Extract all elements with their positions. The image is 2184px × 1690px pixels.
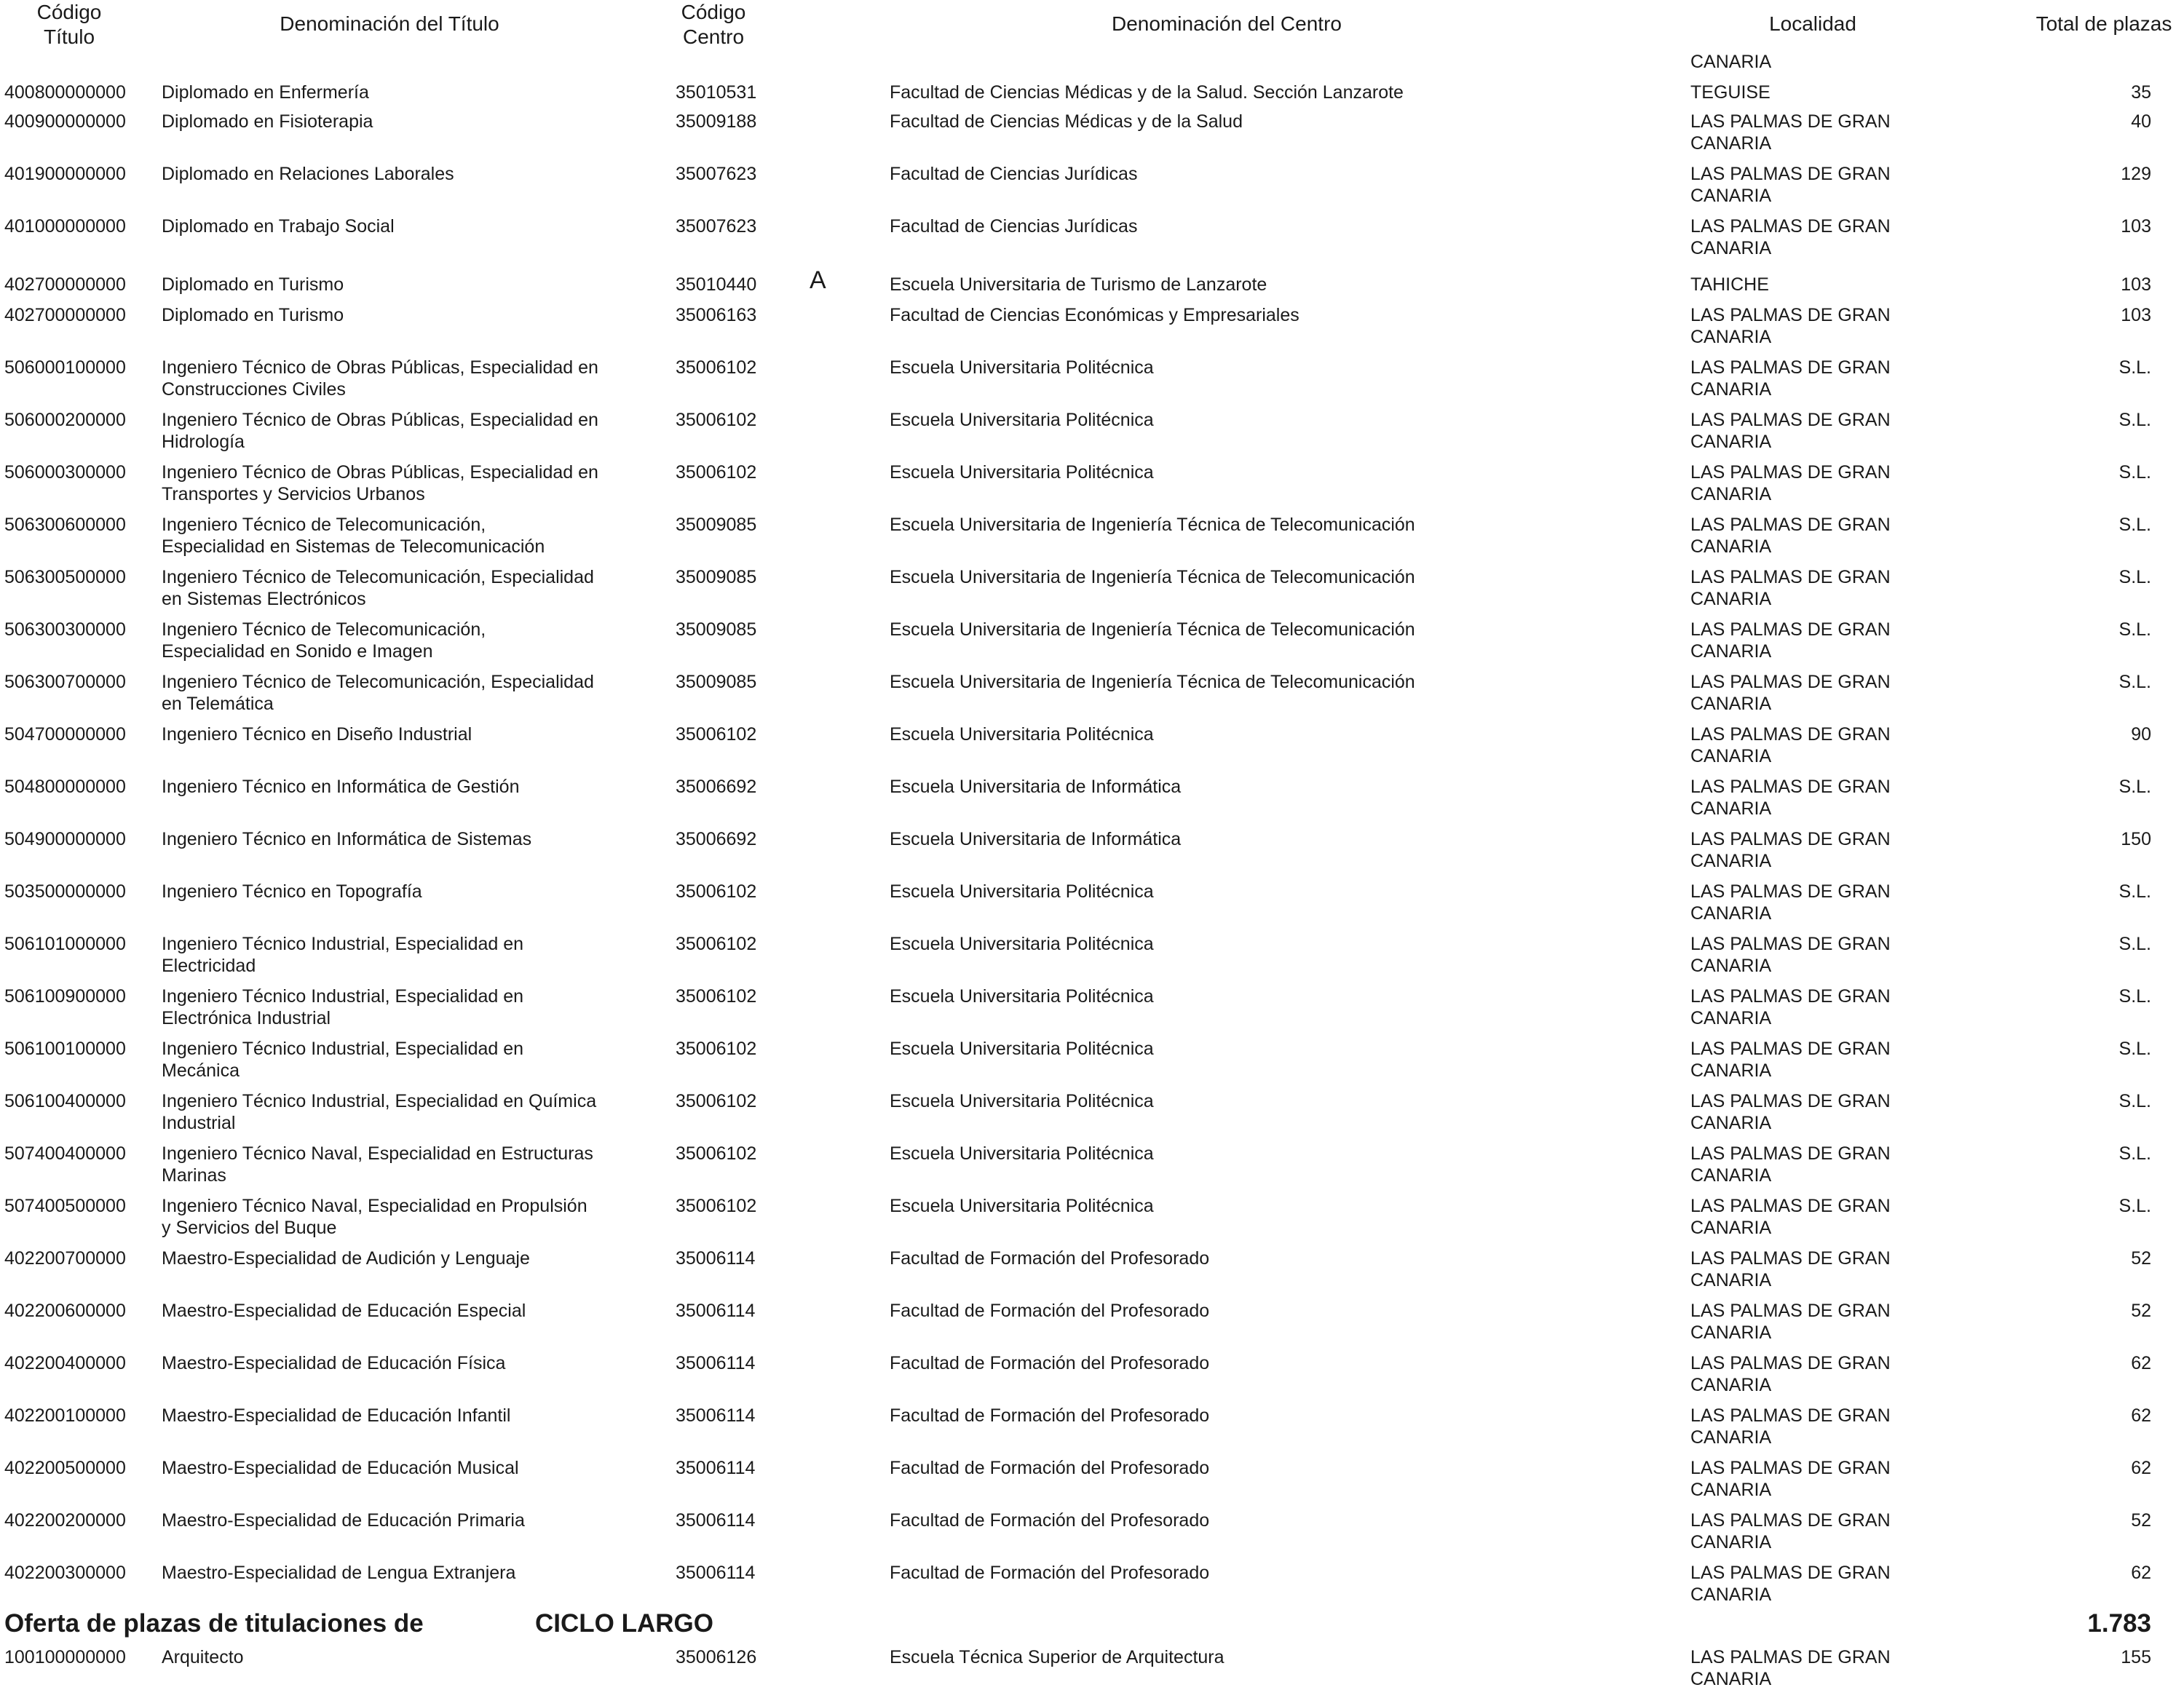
total-plazas: 52 xyxy=(2131,1301,2151,1321)
localidad: LAS PALMAS DE GRAN CANARIA xyxy=(1690,724,1891,766)
total-plazas: 52 xyxy=(2131,1248,2151,1269)
total-plazas: S.L. xyxy=(2118,986,2151,1007)
total-plazas: S.L. xyxy=(2118,462,2151,483)
codigo-titulo: 402200500000 xyxy=(4,1458,126,1478)
denominacion-titulo: Ingeniero Técnico de Telecomunicación, Especialidad en Telemática xyxy=(162,672,594,714)
codigo-centro: 35006692 xyxy=(676,777,757,797)
denominacion-centro: Escuela Universitaria Politécnica xyxy=(890,410,1154,430)
total-plazas: S.L. xyxy=(2118,1143,2151,1164)
codigo-centro: 35010440 xyxy=(676,274,757,295)
codigo-centro: 35006102 xyxy=(676,357,757,378)
localidad: LAS PALMAS DE GRAN CANARIA xyxy=(1690,111,1891,154)
denominacion-titulo: Ingeniero Técnico Naval, Especialidad en Estructuras Marinas xyxy=(162,1143,593,1186)
total-plazas: 62 xyxy=(2131,1563,2151,1583)
localidad: LAS PALMAS DE GRAN CANARIA xyxy=(1690,1248,1891,1290)
total-plazas: S.L. xyxy=(2118,410,2151,430)
denominacion-titulo: Diplomado en Relaciones Laborales xyxy=(162,164,454,184)
denominacion-centro: Facultad de Formación del Profesorado xyxy=(890,1353,1210,1373)
total-plazas: 103 xyxy=(2121,274,2151,295)
localidad: LAS PALMAS DE GRAN CANARIA xyxy=(1690,777,1891,819)
codigo-titulo: 400800000000 xyxy=(4,82,126,103)
localidad: LAS PALMAS DE GRAN CANARIA xyxy=(1690,1405,1891,1448)
localidad: LAS PALMAS DE GRAN CANARIA xyxy=(1690,410,1891,452)
localidad: LAS PALMAS DE GRAN CANARIA xyxy=(1690,1353,1891,1395)
section-title: Oferta de plazas de titulaciones de xyxy=(4,1609,424,1638)
total-plazas: 129 xyxy=(2121,164,2151,184)
denominacion-titulo: Arquitecto xyxy=(162,1647,244,1667)
denominacion-titulo: Ingeniero Técnico de Obras Públicas, Especialidad en Transportes y Servicios Urbanos xyxy=(162,462,598,504)
codigo-titulo: 402700000000 xyxy=(4,305,126,325)
codigo-titulo: 507400400000 xyxy=(4,1143,126,1164)
total-plazas: 155 xyxy=(2121,1647,2151,1667)
header-localidad: Localidad xyxy=(1769,12,1856,35)
denominacion-titulo: Ingeniero Técnico de Telecomunicación, Especialidad en Sistemas Electrónicos xyxy=(162,567,594,609)
denominacion-titulo: Ingeniero Técnico de Obras Públicas, Especialidad en Hidrología xyxy=(162,410,598,452)
codigo-centro: 35006102 xyxy=(676,1091,757,1111)
localidad: LAS PALMAS DE GRAN CANARIA xyxy=(1690,1563,1891,1605)
codigo-titulo: 506300700000 xyxy=(4,672,126,692)
total-plazas: 40 xyxy=(2131,111,2151,132)
codigo-centro: 35006102 xyxy=(676,724,757,745)
denominacion-titulo: Ingeniero Técnico de Telecomunicación, Especialidad en Sonido e Imagen xyxy=(162,619,486,662)
section-total: 1.783 xyxy=(2087,1609,2151,1638)
denominacion-titulo: Diplomado en Turismo xyxy=(162,274,344,295)
header-denominacion-titulo: Denominación del Título xyxy=(280,12,499,35)
total-plazas: S.L. xyxy=(2118,672,2151,692)
codigo-centro: 35009085 xyxy=(676,619,757,640)
denominacion-centro: Escuela Universitaria Politécnica xyxy=(890,1039,1154,1059)
denominacion-centro: Facultad de Formación del Profesorado xyxy=(890,1248,1210,1269)
denominacion-centro: Escuela Universitaria Politécnica xyxy=(890,881,1154,902)
header-total-plazas: Total de plazas xyxy=(2035,12,2172,35)
codigo-titulo: 504700000000 xyxy=(4,724,126,745)
codigo-titulo: 401900000000 xyxy=(4,164,126,184)
total-plazas: 103 xyxy=(2121,216,2151,237)
codigo-centro: 35007623 xyxy=(676,216,757,237)
denominacion-centro: Facultad de Ciencias Médicas y de la Salud xyxy=(890,111,1243,132)
codigo-centro: 35006114 xyxy=(676,1405,756,1426)
codigo-centro: 35006126 xyxy=(676,1647,757,1667)
denominacion-centro: Escuela Universitaria de Ingeniería Técnica de Telecomunicación xyxy=(890,515,1415,535)
codigo-centro: 35009085 xyxy=(676,672,757,692)
denominacion-centro: Facultad de Formación del Profesorado xyxy=(890,1458,1210,1478)
total-plazas: S.L. xyxy=(2118,357,2151,378)
header-codigo-titulo: Código Título xyxy=(36,1,102,48)
denominacion-titulo: Ingeniero Técnico en Informática de Sistemas xyxy=(162,829,532,849)
codigo-centro: 35009085 xyxy=(676,567,757,587)
denominacion-centro: Facultad de Formación del Profesorado xyxy=(890,1563,1210,1583)
codigo-centro: 35006102 xyxy=(676,986,757,1007)
total-plazas: 35 xyxy=(2131,82,2151,103)
total-plazas: S.L. xyxy=(2118,934,2151,954)
denominacion-centro: Facultad de Ciencias Económicas y Empresariales xyxy=(890,305,1299,325)
codigo-titulo: 504900000000 xyxy=(4,829,126,849)
total-plazas: 90 xyxy=(2131,724,2151,745)
denominacion-centro: Facultad de Ciencias Jurídicas xyxy=(890,164,1138,184)
total-plazas: 150 xyxy=(2121,829,2151,849)
localidad: LAS PALMAS DE GRAN CANARIA xyxy=(1690,1647,1891,1689)
codigo-centro: 35006102 xyxy=(676,1143,757,1164)
localidad: LAS PALMAS DE GRAN CANARIA xyxy=(1690,305,1891,347)
codigo-titulo: 402200300000 xyxy=(4,1563,126,1583)
denominacion-titulo: Maestro-Especialidad de Educación Especial xyxy=(162,1301,526,1321)
localidad: TEGUISE xyxy=(1690,82,1770,103)
denominacion-titulo: Maestro-Especialidad de Lengua Extranjera xyxy=(162,1563,516,1583)
localidad: LAS PALMAS DE GRAN CANARIA xyxy=(1690,934,1891,976)
total-plazas: 62 xyxy=(2131,1353,2151,1373)
codigo-titulo: 506300300000 xyxy=(4,619,126,640)
codigo-centro: 35009188 xyxy=(676,111,757,132)
codigo-centro: 35006102 xyxy=(676,881,757,902)
total-plazas: 103 xyxy=(2121,305,2151,325)
total-plazas: S.L. xyxy=(2118,1196,2151,1216)
denominacion-centro: Escuela Universitaria de Informática xyxy=(890,829,1182,849)
localidad: LAS PALMAS DE GRAN CANARIA xyxy=(1690,829,1891,871)
denominacion-centro: Escuela Universitaria Politécnica xyxy=(890,986,1154,1007)
codigo-titulo: 402200200000 xyxy=(4,1510,126,1531)
localidad: LAS PALMAS DE GRAN CANARIA xyxy=(1690,1196,1891,1238)
denominacion-centro: Escuela Universitaria Politécnica xyxy=(890,357,1154,378)
codigo-centro: 35006114 xyxy=(676,1353,756,1373)
denominacion-titulo: Maestro-Especialidad de Educación Infantil xyxy=(162,1405,511,1426)
localidad: LAS PALMAS DE GRAN CANARIA xyxy=(1690,619,1891,662)
denominacion-titulo: Ingeniero Técnico en Informática de Gestión xyxy=(162,777,520,797)
codigo-titulo: 504800000000 xyxy=(4,777,126,797)
total-plazas: S.L. xyxy=(2118,567,2151,587)
localidad: LAS PALMAS DE GRAN CANARIA xyxy=(1690,1458,1891,1500)
denominacion-centro: Escuela Universitaria de Ingeniería Técnica de Telecomunicación xyxy=(890,567,1415,587)
codigo-titulo: 503500000000 xyxy=(4,881,126,902)
codigo-centro: 35010531 xyxy=(676,82,757,103)
codigo-titulo: 506000100000 xyxy=(4,357,126,378)
total-plazas: 62 xyxy=(2131,1458,2151,1478)
denominacion-titulo: Ingeniero Técnico Industrial, Especialidad en Electricidad xyxy=(162,934,524,976)
codigo-titulo: 100100000000 xyxy=(4,1647,126,1667)
codigo-centro: 35006102 xyxy=(676,410,757,430)
denominacion-titulo: Maestro-Especialidad de Educación Musical xyxy=(162,1458,519,1478)
codigo-titulo: 507400500000 xyxy=(4,1196,126,1216)
denominacion-centro: Escuela Universitaria de Turismo de Lanzarote xyxy=(890,274,1267,295)
codigo-centro: 35006102 xyxy=(676,1039,757,1059)
localidad: LAS PALMAS DE GRAN CANARIA xyxy=(1690,986,1891,1028)
denominacion-titulo: Ingeniero Técnico en Diseño Industrial xyxy=(162,724,472,745)
localidad: LAS PALMAS DE GRAN CANARIA xyxy=(1690,672,1891,714)
codigo-titulo: 506300600000 xyxy=(4,515,126,535)
denominacion-centro: Facultad de Formación del Profesorado xyxy=(890,1405,1210,1426)
localidad: TAHICHE xyxy=(1690,274,1769,295)
localidad: LAS PALMAS DE GRAN CANARIA xyxy=(1690,567,1891,609)
codigo-titulo: 506300500000 xyxy=(4,567,126,587)
denominacion-centro: Escuela Técnica Superior de Arquitectura xyxy=(890,1647,1224,1667)
localidad: LAS PALMAS DE GRAN CANARIA xyxy=(1690,1301,1891,1343)
localidad: LAS PALMAS DE GRAN CANARIA xyxy=(1690,515,1891,557)
denominacion-centro: Facultad de Ciencias Médicas y de la Salud. Sección Lanzarote xyxy=(890,82,1404,103)
denominacion-centro: Facultad de Formación del Profesorado xyxy=(890,1510,1210,1531)
codigo-centro: 35006102 xyxy=(676,934,757,954)
total-plazas: 52 xyxy=(2131,1510,2151,1531)
denominacion-titulo: Ingeniero Técnico Industrial, Especialidad en Química Industrial xyxy=(162,1091,597,1133)
localidad: LAS PALMAS DE GRAN CANARIA xyxy=(1690,881,1891,924)
codigo-centro: 35007623 xyxy=(676,164,757,184)
codigo-titulo: 401000000000 xyxy=(4,216,126,237)
codigo-centro: 35006102 xyxy=(676,1196,757,1216)
denominacion-titulo: Diplomado en Turismo xyxy=(162,305,344,325)
codigo-centro: 35006114 xyxy=(676,1510,756,1531)
denominacion-centro: Escuela Universitaria Politécnica xyxy=(890,1091,1154,1111)
denominacion-centro: Facultad de Ciencias Jurídicas xyxy=(890,216,1138,237)
codigo-centro: 35009085 xyxy=(676,515,757,535)
localidad: LAS PALMAS DE GRAN CANARIA xyxy=(1690,1510,1891,1552)
codigo-centro: 35006114 xyxy=(676,1248,756,1269)
codigo-centro: 35006163 xyxy=(676,305,757,325)
section-title-cycle: CICLO LARGO xyxy=(535,1609,713,1638)
denominacion-centro: Escuela Universitaria Politécnica xyxy=(890,1143,1154,1164)
localidad: LAS PALMAS DE GRAN CANARIA xyxy=(1690,357,1891,400)
codigo-titulo: 402200700000 xyxy=(4,1248,126,1269)
denominacion-centro: Escuela Universitaria Politécnica xyxy=(890,1196,1154,1216)
denominacion-titulo: Diplomado en Enfermería xyxy=(162,82,369,103)
total-plazas: 62 xyxy=(2131,1405,2151,1426)
header-codigo-centro: Código Centro xyxy=(681,1,746,48)
denominacion-centro: Escuela Universitaria Politécnica xyxy=(890,724,1154,745)
carryover-localidad: CANARIA xyxy=(1690,52,1772,72)
total-plazas: S.L. xyxy=(2118,619,2151,640)
codigo-titulo: 402200600000 xyxy=(4,1301,126,1321)
header-denominacion-centro: Denominación del Centro xyxy=(1112,12,1342,35)
denominacion-titulo: Ingeniero Técnico en Topografía xyxy=(162,881,422,902)
localidad: LAS PALMAS DE GRAN CANARIA xyxy=(1690,1091,1891,1133)
codigo-titulo: 506100400000 xyxy=(4,1091,126,1111)
codigo-titulo: 506100100000 xyxy=(4,1039,126,1059)
denominacion-centro: Escuela Universitaria de Ingeniería Técnica de Telecomunicación xyxy=(890,619,1415,640)
denominacion-titulo: Maestro-Especialidad de Educación Primaria xyxy=(162,1510,525,1531)
denominacion-titulo: Maestro-Especialidad de Audición y Lenguaje xyxy=(162,1248,530,1269)
codigo-titulo: 506000300000 xyxy=(4,462,126,483)
denominacion-titulo: Ingeniero Técnico Industrial, Especialidad en Electrónica Industrial xyxy=(162,986,524,1028)
codigo-titulo: 402200100000 xyxy=(4,1405,126,1426)
total-plazas: S.L. xyxy=(2118,881,2151,902)
codigo-titulo: 402200400000 xyxy=(4,1353,126,1373)
codigo-titulo: 506000200000 xyxy=(4,410,126,430)
total-plazas: S.L. xyxy=(2118,1091,2151,1111)
denominacion-centro: Escuela Universitaria de Informática xyxy=(890,777,1182,797)
codigo-centro: 35006102 xyxy=(676,462,757,483)
localidad: LAS PALMAS DE GRAN CANARIA xyxy=(1690,164,1891,206)
total-plazas: S.L. xyxy=(2118,777,2151,797)
total-plazas: S.L. xyxy=(2118,1039,2151,1059)
denominacion-titulo: Ingeniero Técnico de Obras Públicas, Especialidad en Construcciones Civiles xyxy=(162,357,598,400)
centro-mark: A xyxy=(810,266,826,294)
denominacion-centro: Escuela Universitaria Politécnica xyxy=(890,934,1154,954)
denominacion-titulo: Diplomado en Trabajo Social xyxy=(162,216,395,237)
denominacion-titulo: Ingeniero Técnico Industrial, Especialidad en Mecánica xyxy=(162,1039,524,1081)
localidad: LAS PALMAS DE GRAN CANARIA xyxy=(1690,1143,1891,1186)
denominacion-titulo: Maestro-Especialidad de Educación Física xyxy=(162,1353,506,1373)
localidad: LAS PALMAS DE GRAN CANARIA xyxy=(1690,1039,1891,1081)
denominacion-titulo: Diplomado en Fisioterapia xyxy=(162,111,373,132)
codigo-centro: 35006114 xyxy=(676,1563,756,1583)
codigo-titulo: 400900000000 xyxy=(4,111,126,132)
denominacion-titulo: Ingeniero Técnico de Telecomunicación, Especialidad en Sistemas de Telecomunicación xyxy=(162,515,545,557)
codigo-centro: 35006114 xyxy=(676,1301,756,1321)
localidad: LAS PALMAS DE GRAN CANARIA xyxy=(1690,462,1891,504)
localidad: LAS PALMAS DE GRAN CANARIA xyxy=(1690,216,1891,258)
denominacion-centro: Facultad de Formación del Profesorado xyxy=(890,1301,1210,1321)
denominacion-centro: Escuela Universitaria Politécnica xyxy=(890,462,1154,483)
denominacion-titulo: Ingeniero Técnico Naval, Especialidad en Propulsión y Servicios del Buque xyxy=(162,1196,587,1238)
total-plazas: S.L. xyxy=(2118,515,2151,535)
codigo-titulo: 506101000000 xyxy=(4,934,126,954)
codigo-titulo: 402700000000 xyxy=(4,274,126,295)
codigo-centro: 35006692 xyxy=(676,829,757,849)
denominacion-centro: Escuela Universitaria de Ingeniería Técnica de Telecomunicación xyxy=(890,672,1415,692)
codigo-titulo: 506100900000 xyxy=(4,986,126,1007)
codigo-centro: 35006114 xyxy=(676,1458,756,1478)
